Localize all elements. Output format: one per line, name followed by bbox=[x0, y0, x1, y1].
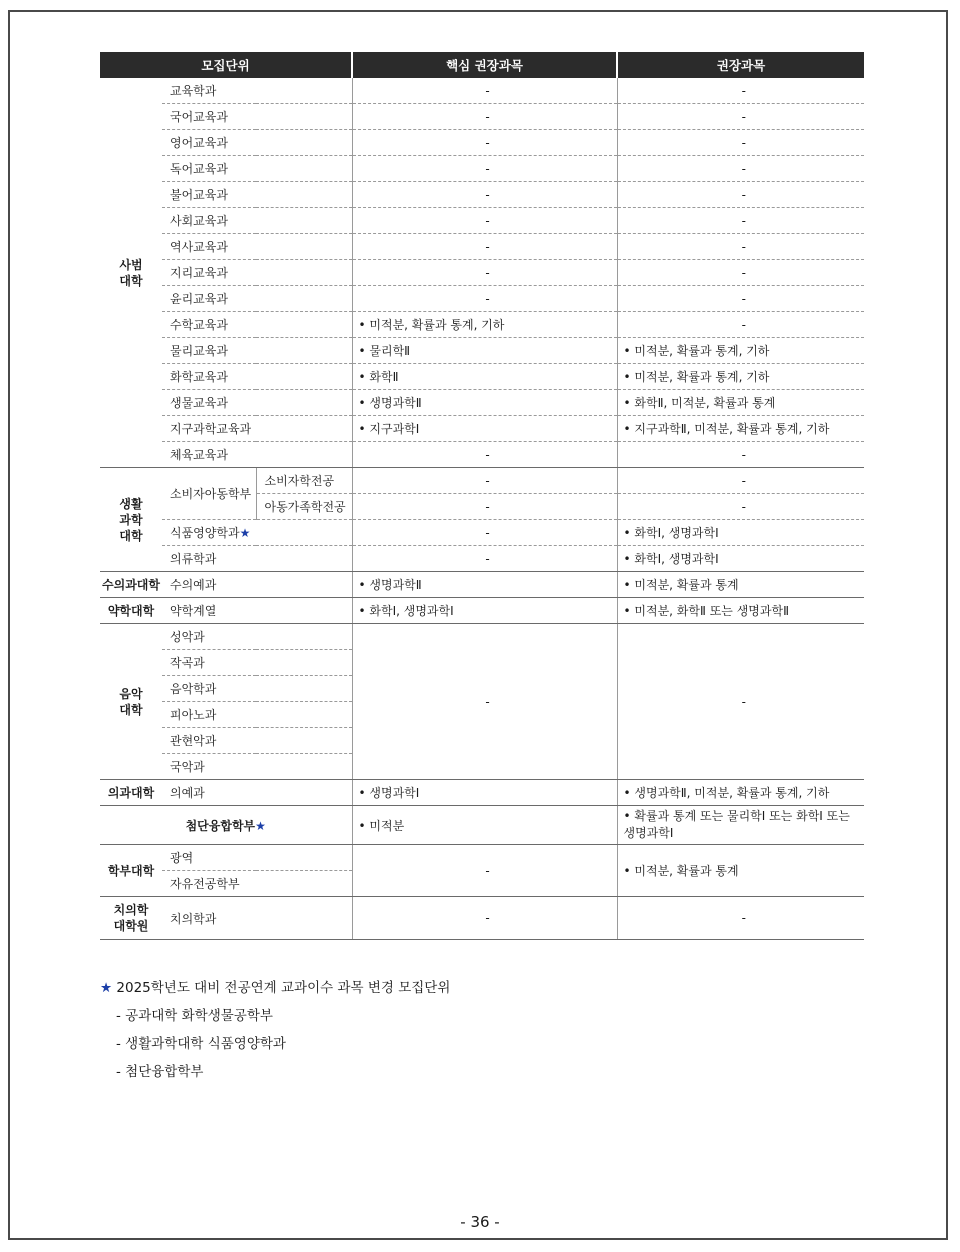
notes-item: - 생활과학대학 식품영양학과 bbox=[116, 1036, 286, 1052]
notes-item: - 첨단융합학부 bbox=[116, 1064, 204, 1080]
header-core: 핵심 권장과목 bbox=[352, 52, 617, 78]
unit-name: 피아노과 bbox=[162, 702, 352, 728]
unit-name: 교육학과 bbox=[162, 78, 352, 104]
notes-title: 2025학년도 대비 전공연계 교과이수 과목 변경 모집단위 bbox=[116, 980, 451, 996]
college-name: 학부대학 bbox=[100, 845, 162, 897]
unit-name: 독어교육과 bbox=[162, 156, 352, 182]
table-row bbox=[100, 546, 864, 572]
table-row bbox=[100, 598, 864, 624]
unit-name-cell bbox=[162, 520, 352, 546]
unit-name: 영어교육과 bbox=[162, 130, 352, 156]
core-subjects: - bbox=[352, 624, 617, 780]
unit-name: 의류학과 bbox=[162, 546, 352, 572]
recommended-subjects: - bbox=[617, 78, 864, 104]
recommended-subjects: - bbox=[617, 494, 864, 520]
unit-name: 화학교육과 bbox=[162, 364, 352, 390]
table-row bbox=[100, 338, 864, 364]
core-subjects: - bbox=[352, 234, 617, 260]
unit-name: 성악과 bbox=[162, 624, 352, 650]
table-row bbox=[100, 468, 864, 494]
core-subjects: • 화학Ⅰ, 생명과학Ⅰ bbox=[352, 598, 617, 624]
recommended-subjects: • 화학Ⅰ, 생명과학Ⅰ bbox=[617, 520, 864, 546]
table-row bbox=[100, 104, 864, 130]
college-name: 의과대학 bbox=[100, 780, 162, 806]
college-name: 음악 대학 bbox=[100, 624, 162, 780]
recommended-subjects: • 미적분, 화학Ⅱ 또는 생명과학Ⅱ bbox=[617, 598, 864, 624]
table-row bbox=[100, 442, 864, 468]
recommended-subjects: • 확률과 통계 또는 물리학Ⅰ 또는 화학Ⅰ 또는 생명과학Ⅰ bbox=[617, 806, 864, 845]
unit-name: 국악과 bbox=[162, 754, 352, 780]
table-row bbox=[100, 416, 864, 442]
star-icon: ★ bbox=[100, 980, 113, 996]
unit-name-cell bbox=[100, 806, 352, 845]
table-row bbox=[100, 234, 864, 260]
recommended-subjects: - bbox=[617, 286, 864, 312]
table-row bbox=[100, 806, 864, 845]
star-icon: ★ bbox=[255, 818, 266, 833]
recommended-subjects: - bbox=[617, 897, 864, 940]
recommended-subjects: - bbox=[617, 208, 864, 234]
unit-name: 치의학과 bbox=[162, 897, 352, 940]
table-row bbox=[100, 312, 864, 338]
core-subjects: - bbox=[352, 208, 617, 234]
core-subjects: • 화학Ⅱ bbox=[352, 364, 617, 390]
unit-name: 음악학과 bbox=[162, 676, 352, 702]
notes bbox=[100, 977, 450, 1089]
recommended-subjects: - bbox=[617, 468, 864, 494]
table-row bbox=[100, 182, 864, 208]
core-subjects: - bbox=[352, 468, 617, 494]
core-subjects: - bbox=[352, 442, 617, 468]
unit-name: 불어교육과 bbox=[162, 182, 352, 208]
unit-name: 역사교육과 bbox=[162, 234, 352, 260]
table-row bbox=[100, 130, 864, 156]
table-row bbox=[100, 520, 864, 546]
recommended-subjects: - bbox=[617, 442, 864, 468]
recommended-subjects: - bbox=[617, 182, 864, 208]
recommended-subjects: - bbox=[617, 104, 864, 130]
notes-title-line bbox=[100, 977, 450, 1005]
unit-name: 수학교육과 bbox=[162, 312, 352, 338]
unit-name: 첨단융합학부 bbox=[185, 818, 256, 833]
table-row bbox=[100, 572, 864, 598]
college-name: 수의과대학 bbox=[100, 572, 162, 598]
unit-name: 관현악과 bbox=[162, 728, 352, 754]
college-name: 치의학 대학원 bbox=[100, 897, 162, 940]
core-subjects: • 미적분, 확률과 통계, 기하 bbox=[352, 312, 617, 338]
table-row bbox=[100, 624, 864, 650]
core-subjects: • 생명과학Ⅰ bbox=[352, 780, 617, 806]
recommended-subjects: • 미적분, 확률과 통계, 기하 bbox=[617, 364, 864, 390]
unit-name: 사회교육과 bbox=[162, 208, 352, 234]
page-number: - 36 - bbox=[460, 1213, 500, 1231]
core-subjects: - bbox=[352, 156, 617, 182]
table-row bbox=[100, 390, 864, 416]
star-icon: ★ bbox=[239, 526, 251, 540]
recommended-subjects: • 생명과학Ⅱ, 미적분, 확률과 통계, 기하 bbox=[617, 780, 864, 806]
unit-name: 수의예과 bbox=[162, 572, 352, 598]
college-name: 약학대학 bbox=[100, 598, 162, 624]
header-unit: 모집단위 bbox=[100, 52, 352, 78]
recommended-subjects: - bbox=[617, 260, 864, 286]
recommended-subjects: - bbox=[617, 156, 864, 182]
unit-name: 식품영양학과 bbox=[170, 526, 240, 540]
core-subjects: - bbox=[352, 182, 617, 208]
unit-name: 지리교육과 bbox=[162, 260, 352, 286]
core-subjects: - bbox=[352, 494, 617, 520]
unit-name: 자유전공학부 bbox=[162, 871, 352, 897]
unit-name: 광역 bbox=[162, 845, 352, 871]
recommended-subjects-table bbox=[100, 52, 864, 940]
table-row bbox=[100, 208, 864, 234]
core-subjects: - bbox=[352, 546, 617, 572]
core-subjects: - bbox=[352, 104, 617, 130]
table-row bbox=[100, 780, 864, 806]
header-row bbox=[100, 52, 864, 78]
core-subjects: - bbox=[352, 130, 617, 156]
unit-name: 약학계열 bbox=[162, 598, 352, 624]
core-subjects: • 미적분 bbox=[352, 806, 617, 845]
unit-name: 윤리교육과 bbox=[162, 286, 352, 312]
core-subjects: • 생명과학Ⅱ bbox=[352, 572, 617, 598]
recommended-subjects: • 미적분, 확률과 통계 bbox=[617, 845, 864, 897]
core-subjects: • 생명과학Ⅱ bbox=[352, 390, 617, 416]
table-row bbox=[100, 364, 864, 390]
recommended-subjects: - bbox=[617, 624, 864, 780]
notes-item: - 공과대학 화학생물공학부 bbox=[116, 1008, 273, 1024]
core-subjects: - bbox=[352, 78, 617, 104]
unit-name: 지구과학교육과 bbox=[162, 416, 352, 442]
core-subjects: - bbox=[352, 286, 617, 312]
table-row bbox=[100, 286, 864, 312]
core-subjects: - bbox=[352, 260, 617, 286]
core-subjects: - bbox=[352, 897, 617, 940]
table-row bbox=[100, 897, 864, 940]
recommended-subjects: - bbox=[617, 234, 864, 260]
unit-name: 물리교육과 bbox=[162, 338, 352, 364]
recommended-subjects: • 미적분, 확률과 통계 bbox=[617, 572, 864, 598]
core-subjects: • 지구과학Ⅰ bbox=[352, 416, 617, 442]
unit-name: 국어교육과 bbox=[162, 104, 352, 130]
recommended-subjects: • 화학Ⅱ, 미적분, 확률과 통계 bbox=[617, 390, 864, 416]
table-row bbox=[100, 260, 864, 286]
college-name: 사범 대학 bbox=[100, 78, 162, 468]
college-name: 생활 과학 대학 bbox=[100, 468, 162, 572]
unit-name: 생물교육과 bbox=[162, 390, 352, 416]
recommended-subjects: • 화학Ⅰ, 생명과학Ⅰ bbox=[617, 546, 864, 572]
header-recommended: 권장과목 bbox=[617, 52, 864, 78]
unit-name: 체육교육과 bbox=[162, 442, 352, 468]
table-row bbox=[100, 845, 864, 871]
core-subjects: • 물리학Ⅱ bbox=[352, 338, 617, 364]
major-name: 아동가족학전공 bbox=[256, 494, 352, 520]
recommended-subjects: • 지구과학Ⅱ, 미적분, 확률과 통계, 기하 bbox=[617, 416, 864, 442]
recommended-subjects: • 미적분, 확률과 통계, 기하 bbox=[617, 338, 864, 364]
recommended-subjects: - bbox=[617, 312, 864, 338]
table-row bbox=[100, 78, 864, 104]
core-subjects: - bbox=[352, 520, 617, 546]
unit-name: 의예과 bbox=[162, 780, 352, 806]
table-row bbox=[100, 156, 864, 182]
major-name: 소비자학전공 bbox=[256, 468, 352, 494]
unit-name: 작곡과 bbox=[162, 650, 352, 676]
recommended-subjects: - bbox=[617, 130, 864, 156]
unit-name: 소비자아동학부 bbox=[162, 468, 256, 520]
core-subjects: - bbox=[352, 845, 617, 897]
